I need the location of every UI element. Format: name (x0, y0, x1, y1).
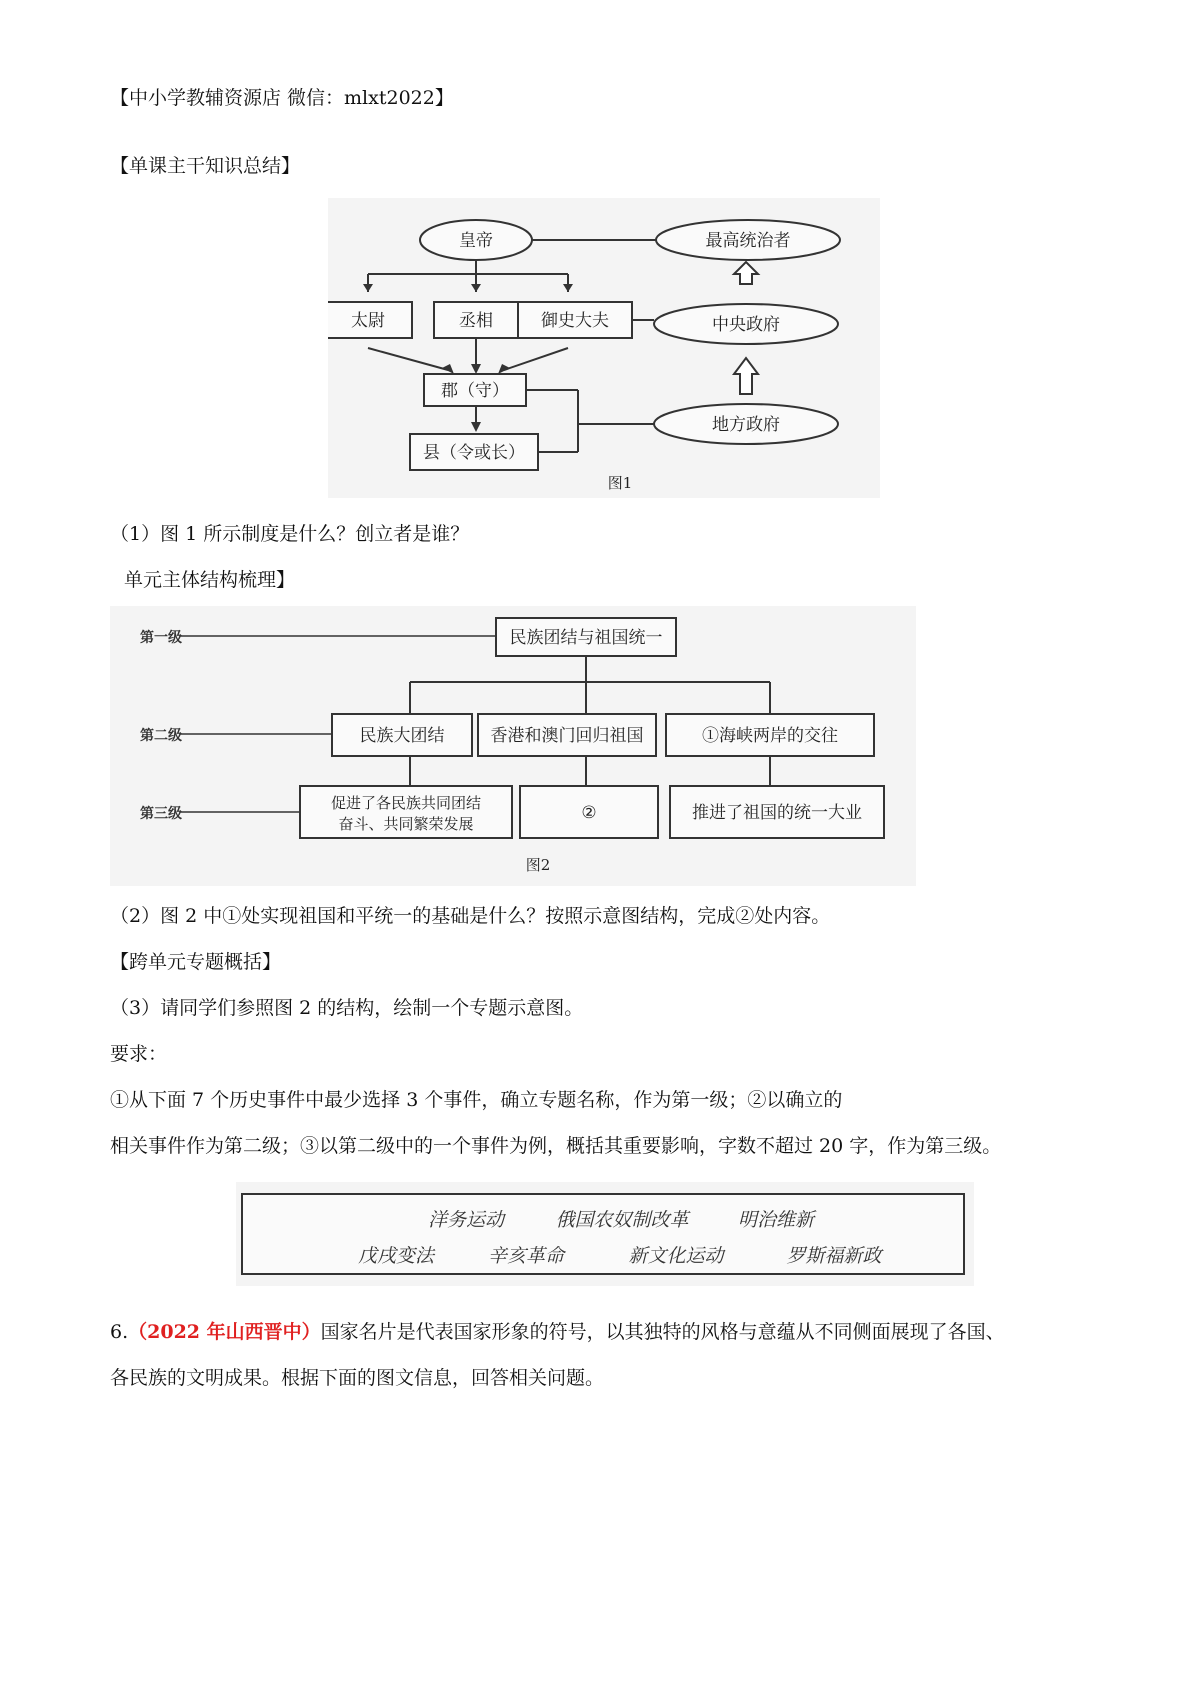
level-1-label: 第一级 (140, 630, 182, 646)
chengxiang-label: 丞相 (459, 311, 493, 331)
event-russian-serf-reform: 俄国农奴制改革 (555, 1209, 689, 1231)
question-6-text-1: 国家名片是代表国家形象的符号，以其独特的风格与意蕴从不同侧面展现了各国、 (320, 1321, 1005, 1343)
event-xinhai-revolution: 辛亥革命 (487, 1245, 565, 1267)
requirement-line-2: 相关事件作为第二级；③以第二级中的一个事件为例，概括其重要影响，字数不超过 20 字，作为第三级。 (110, 1135, 1002, 1157)
question-6-source: （2022 年山西晋中） (128, 1321, 321, 1343)
question-1: （1）图 1 所示制度是什么？创立者是谁？ (110, 523, 470, 545)
level-2-label: 第二级 (140, 728, 182, 744)
section-title-summary: 【单课主干知识总结】 (110, 155, 301, 177)
level3-label-c: 推进了祖国的统一大业 (692, 803, 862, 823)
level3-label-a-line1: 促进了各民族共同团结 (330, 794, 482, 812)
level3-label-a-line2: 奋斗、共同繁荣发展 (338, 815, 474, 833)
header-watermark: 【中小学教辅资源店 微信：mlxt2022】 (110, 87, 454, 109)
xian-label: 县（令或长） (423, 443, 525, 463)
figure-2-diagram (110, 606, 916, 886)
event-yangwu: 洋务运动 (427, 1209, 505, 1231)
level2-label-c: ①海峡两岸的交往 (702, 726, 838, 746)
figure-1-caption: 图1 (607, 474, 633, 492)
level2-label-a: 民族大团结 (359, 726, 445, 746)
event-new-deal: 罗斯福新政 (786, 1245, 882, 1267)
root-label: 民族团结与祖国统一 (509, 628, 663, 648)
level2-label-b: 香港和澳门回归祖国 (490, 726, 644, 746)
requirement-label: 要求： (110, 1043, 168, 1065)
events-box (236, 1182, 974, 1286)
figure-2-caption: 图2 (525, 856, 551, 874)
question-2: （2）图 2 中①处实现祖国和平统一的基础是什么？按照示意图结构，完成②处内容。 (110, 905, 831, 927)
section-title-cross-unit: 【跨单元专题概括】 (110, 951, 282, 973)
event-new-culture-movement: 新文化运动 (628, 1245, 724, 1267)
central-gov-label: 中央政府 (712, 315, 780, 335)
question-6-number: 6. (110, 1321, 129, 1343)
taiwei-label: 太尉 (351, 311, 385, 331)
figure-1-diagram (328, 198, 880, 498)
local-gov-label: 地方政府 (712, 415, 780, 435)
yushidafu-label: 御史大夫 (541, 311, 609, 331)
question-3: （3）请同学们参照图 2 的结构，绘制一个专题示意图。 (110, 997, 584, 1019)
jun-label: 郡（守） (441, 381, 509, 401)
question-6-line-1 (110, 1320, 1005, 1344)
event-wuxu-reform: 戊戌变法 (357, 1245, 435, 1267)
emperor-label: 皇帝 (459, 231, 493, 251)
level3-label-b: ② (581, 803, 597, 823)
supreme-ruler-label: 最高统治者 (705, 231, 791, 251)
question-6-line-2: 各民族的文明成果。根据下面的图文信息，回答相关问题。 (110, 1367, 605, 1389)
event-meiji-restoration: 明治维新 (737, 1209, 815, 1231)
requirement-line-1: ①从下面 7 个历史事件中最少选择 3 个事件，确立专题名称，作为第一级；②以确立的 (110, 1089, 843, 1111)
section-title-unit-structure: 单元主体结构梳理】 (124, 569, 296, 591)
level-3-label: 第三级 (140, 806, 182, 822)
